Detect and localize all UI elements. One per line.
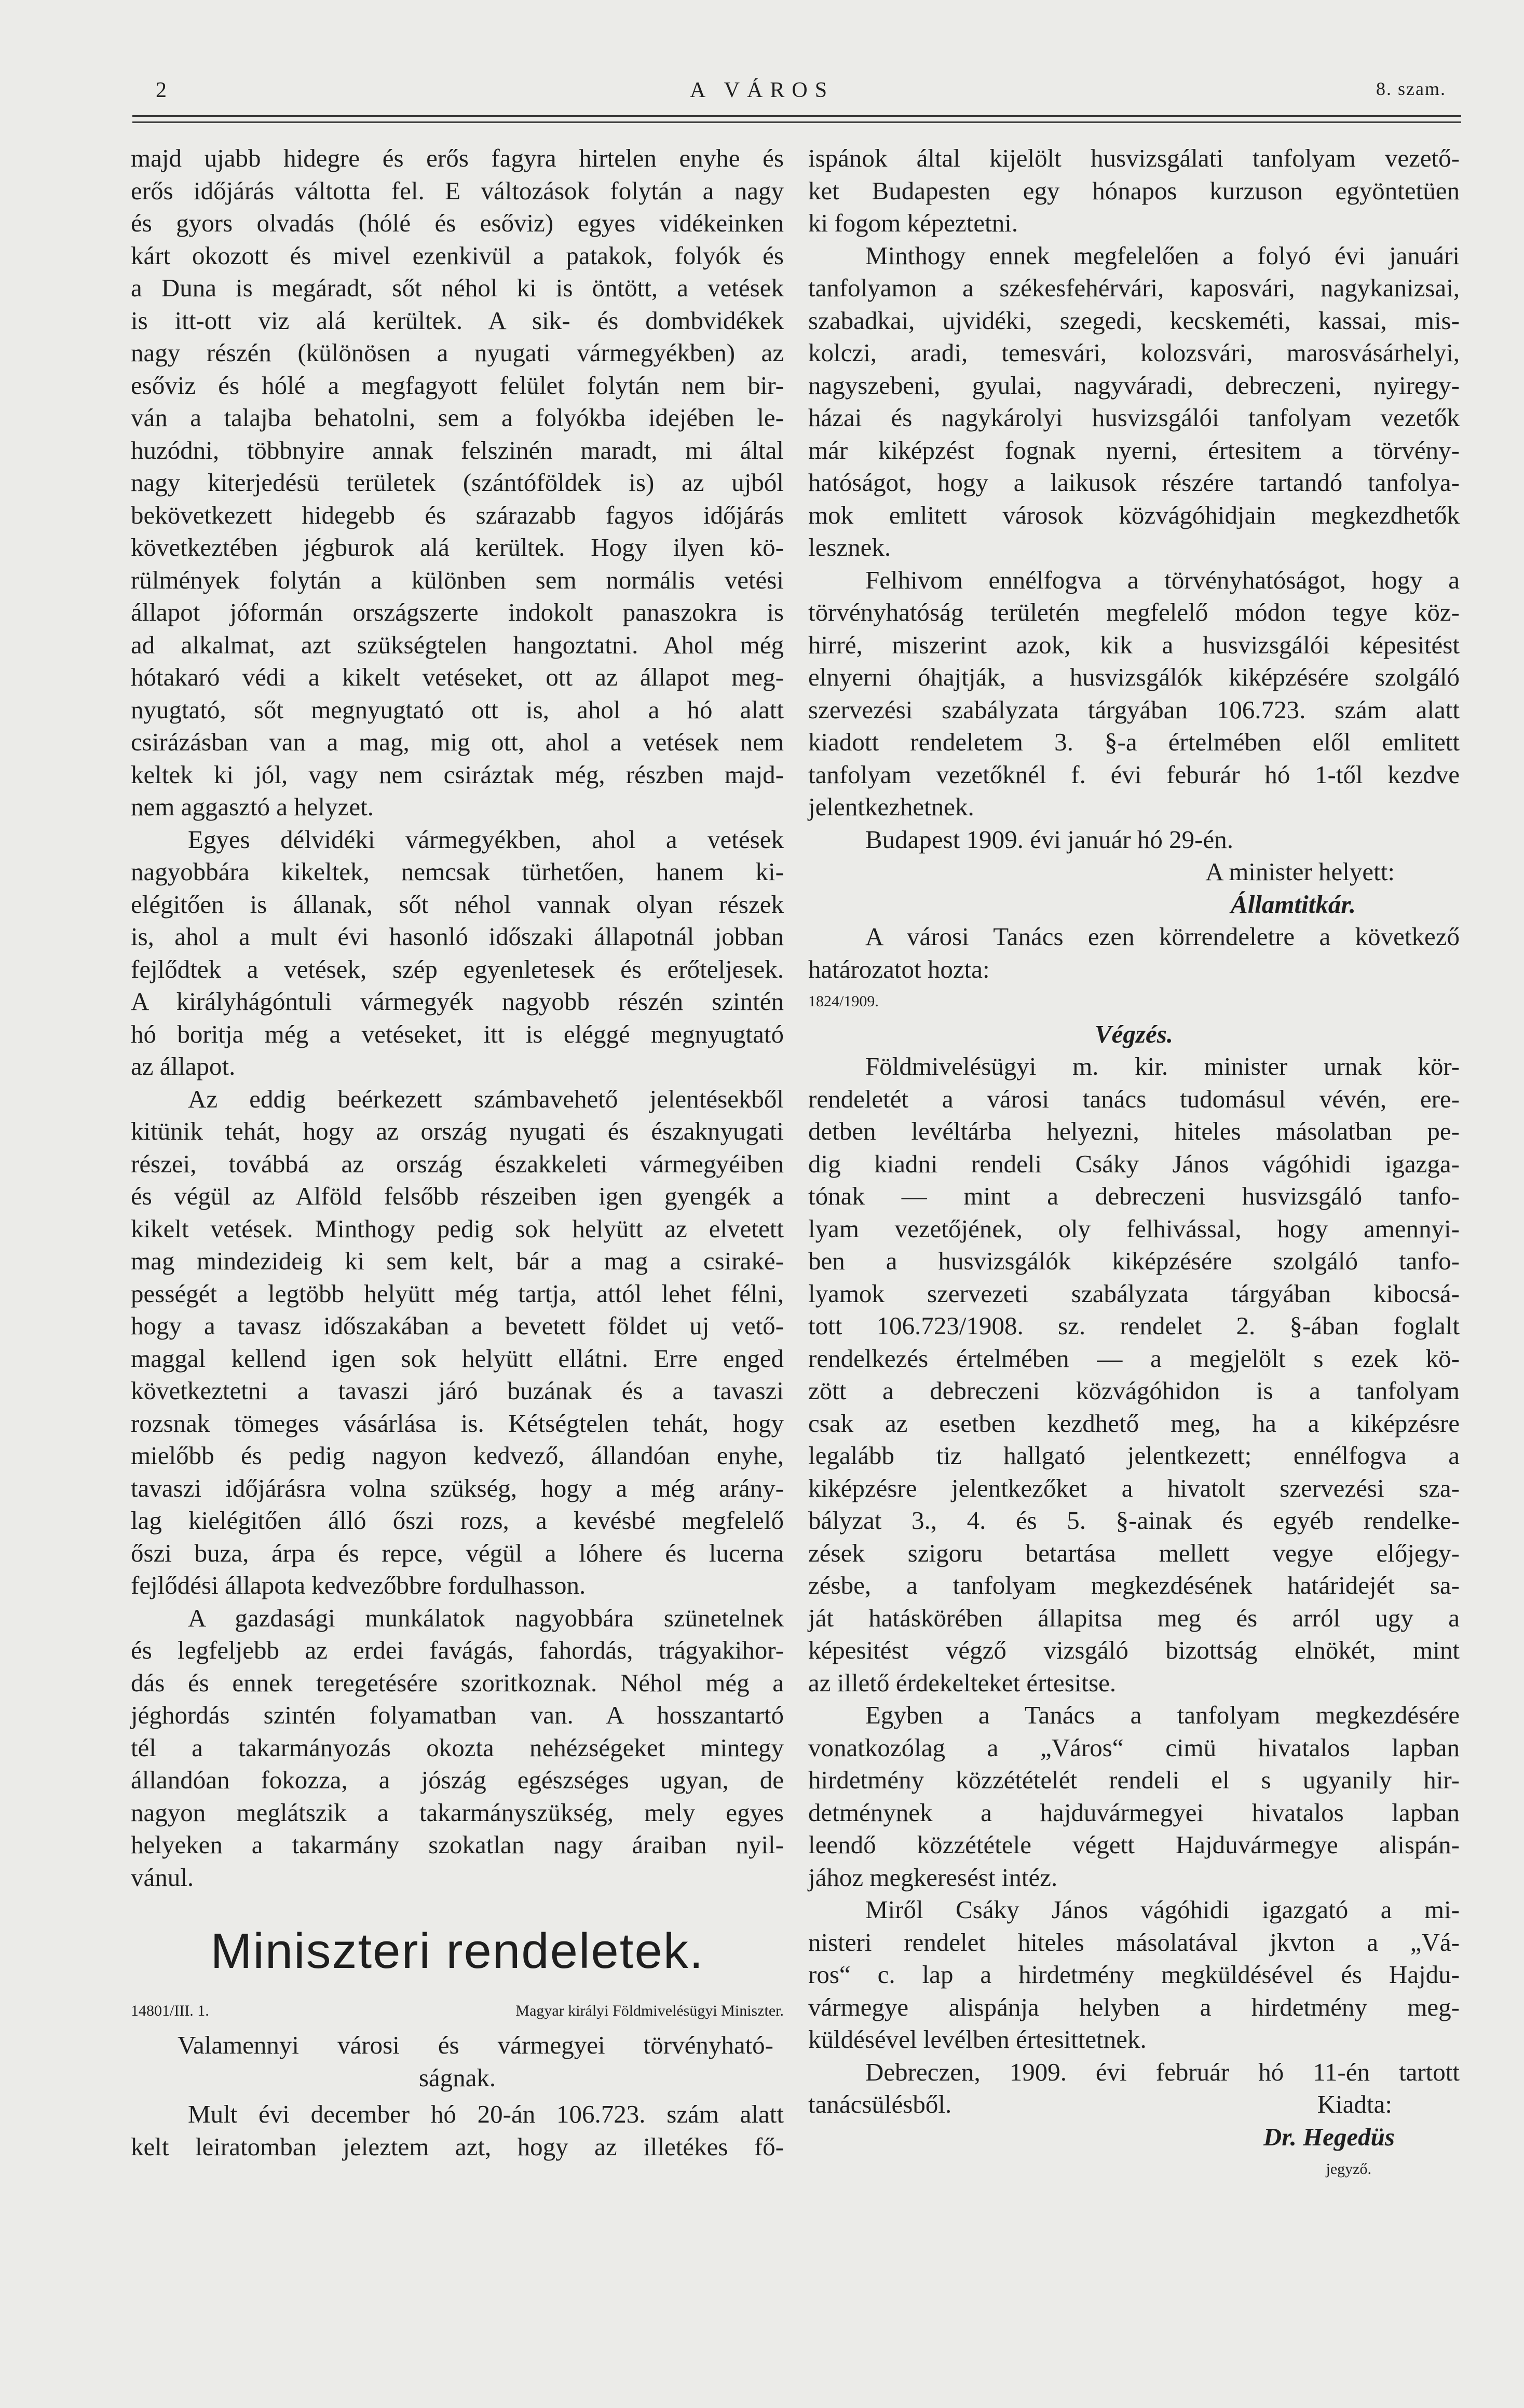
text-line: lesznek. [808,533,891,562]
text-line: képesitést végző vizsgáló bizottság elnökét, mint [808,1636,1460,1664]
text-line: Egyes délvidéki vármegyékben, ahol a vetések [188,825,784,854]
text-line: kiképzésre jelentkezőket a hivatolt szervezési sza- [808,1473,1460,1502]
text-line: elnyerni óhajtják, a husvizsgálók kiképzésére szolgáló [808,663,1460,691]
text-line: és gyors olvadás (hólé és esőviz) egyes vidékeinken [131,209,784,237]
text-line: következtetni a tavaszi járó buzának és a tavaszi [131,1376,784,1405]
text-line: nagy kiterjedésü területek (szántóföldek is) az ujból [131,468,784,497]
text-line: dig kiadni rendeli Csáky János vágóhidi igazga- [808,1149,1460,1178]
text-line: tott 106.723/1908. sz. rendelet 2. §-ában foglalt [808,1311,1460,1340]
text-line: nagy részén (különösen a nyugati vármegyékben) az [131,338,784,367]
text-line: jelentkezhetnek. [808,792,974,821]
text-line: kárt okozott és mivel ezenkivül a patakok, folyók és [131,241,784,270]
text-line: tónak — mint a debreczeni husvizsgáló tanfo- [808,1182,1460,1210]
body-line: Mult évi december hó 20-án 106.723. szám alatt [188,2100,784,2128]
text-line: legalább tiz hallgató jelentkezett; ennélfogva a [808,1441,1460,1470]
text-line: jához megkeresést intéz. [808,1863,1058,1892]
text-line: ben a husvizsgálók kiképzésére szolgáló tanfo- [808,1247,1460,1275]
signature-title: Államtitkár. [1231,890,1356,919]
ministerial-section [131,1920,784,2163]
text-line: helyeken a takarmány szokatlan nagy áraiban nyil- [131,1830,784,1859]
text-line: vonatkozólag a „Város“ cimü hivatalos lapban [808,1733,1460,1762]
text-line: majd ujabb hidegre és erős fagyra hirtelen enyhe és [131,144,784,172]
text-line: lyamok szervezeti szabályzata tárgyában kibocsá- [808,1279,1460,1308]
text-line: ispánok által kijelölt husvizsgálati tanfolyam vezető- [808,144,1460,172]
text-line: tanfolyam vezetőknél f. évi feburár hó 1-től kezdve [808,760,1460,789]
text-line: már kiképzést fognak nyerni, értesitem a törvény- [808,435,1460,464]
text-line: ját hatáskörében állapitsa meg és arról ugy a [808,1603,1460,1632]
text-line: szervezési szabályzata tárgyában 106.723. szám alatt [808,695,1460,724]
text-line: kitünik tehát, hogy az ország nyugati és északnyugati [131,1117,784,1145]
text-line: az illető érdekelteket értesitse. [808,1668,1117,1697]
text-line: a Duna is megáradt, sőt néhol ki is öntött, a vetések [131,273,784,302]
page-number: 2 [156,78,168,102]
text-line [808,2088,1460,2121]
text-line: mielőbb és pedig nagyon kedvező, állandóan enyhe, [131,1441,784,1470]
text-line: az állapot. [131,1052,236,1080]
decree-reference [131,1982,784,2029]
text-line: is itt-ott viz alá kerültek. A sik- és dombvidékek [131,306,784,335]
text-line: leendő közzététele végett Hajduvármegye alispán- [808,1830,1460,1859]
text-line: ki fogom képeztetni. [808,209,1018,237]
text-line: házai és nagykárolyi husvizsgálói tanfolyam vezetők [808,403,1460,432]
text-line: fejlődtek a vetések, szép egyenletesek és erőteljesek. [131,954,784,983]
text-line: dás és ennek teregetésére szoritkoznak. Néhol még a [131,1668,784,1697]
text-line: Minthogy ennek megfelelően a folyó évi januári [865,241,1460,270]
text-line: Debreczen, 1909. évi február hó 11-én tartott [865,2057,1460,2086]
text-line: ad alkalmat, azt szükségtelen hangoztatni. Ahol még [131,630,784,659]
text-line: bekövetkezett hidegebb és szárazabb fagyos időjárás [131,500,784,529]
left-column [131,142,784,1894]
text-line: detben levéltárba helyezni, hiteles másolatban pe- [808,1117,1460,1145]
text-line: csirázásban van a mag, mig ott, ahol a vetések nem [131,728,784,756]
text-line: zött a debreczeni közvágóhidon is a tanfolyam [808,1376,1460,1405]
reference-number: 14801/III. 1. [131,2002,209,2019]
text-line: esőviz és hólé a megfagyott felület folytán nem bir- [131,371,784,400]
text-line: nem aggasztó a helyzet. [131,792,374,821]
text-line: zésbe, a tanfolyam megkezdésének határidejét sa- [808,1571,1460,1599]
text-line: hótakaró védi a kikelt vetéseket, ott az állapot meg- [131,663,784,691]
text-line: keltek ki jól, vagy nem csiráztak még, részben majd- [131,760,784,789]
decision-title: Végzés. [1094,1019,1174,1048]
text-line: lyam vezetőjének, oly felhivással, hogy amennyi- [808,1214,1460,1243]
text-line: Miről Csáky János vágóhidi igazgató a mi- [865,1895,1460,1924]
text-line: szabadkai, ujvidéki, szegedi, kecskeméti, kassai, mis- [808,306,1460,335]
text-line: maggal kellend igen sok helyütt ellátni. Erre enged [131,1344,784,1373]
text-line: rendelkezés értelmében — a megjelölt s ezek kö- [808,1344,1460,1373]
header-rule [132,115,1461,123]
text-line: pességét a legtöbb helyütt még tartja, attól lehet félni, [131,1279,784,1308]
text-line: rülmények folytán a különben sem normális vetési [131,565,784,594]
text-line: őszi buza, árpa és repce, végül a lóhere és lucerna [131,1538,784,1567]
text-line: részei, továbbá az ország északkeleti vármegyéiben [131,1149,784,1178]
right-column [808,142,1460,2186]
text-line: bályzat 3., 4. és 5. §-ainak és egyéb rendelke- [808,1506,1460,1535]
text-line: következtében jégburok alá kerültek. Hogy ilyen kö- [131,533,784,562]
text-line: küldésével levélben értesittetnek. [808,2025,1147,2054]
text-line: ket Budapesten egy hónapos kurzuson egyöntetüen [808,176,1460,205]
text-line: vánul. [131,1863,194,1892]
text-line: tanácsülésből. [808,2090,952,2118]
section-heading: Miniszteri rendeletek. [210,1923,704,1979]
text-line: határozatot hozta: [808,954,990,983]
text-line: A királyhágóntuli vármegyék nagyobb részén szintén [131,987,784,1016]
text-line: Az eddig beérkezett számbavehető jelentésekből [188,1084,784,1113]
body-line: kelt leiratomban jeleztem azt, hogy az illetékes fő- [131,2132,784,2161]
addressee-line: ságnak. [418,2063,496,2092]
text-line: elégitően is állanak, sőt néhol vannak olyan részek [131,890,784,919]
text-line: zések szigoru betartása mellett vegye előjegy- [808,1538,1460,1567]
text-line: nagyobbára kikeltek, nemcsak türhetően, hanem ki- [131,857,784,886]
text-line: tanfolyamon a székesfehérvári, kaposvári, nagykanizsai, [808,273,1460,302]
text-line: is, ahol a mult évi hasonló időszaki állapotnál jobban [131,922,784,951]
addressee-line: Valamennyi városi és vármegyei törvényható- [178,2031,773,2059]
signer-title: jegyző. [1326,2160,1371,2178]
text-line: A gazdasági munkálatok nagyobbára szünetelnek [188,1603,784,1632]
text-line: jéghordás szintén folyamatban van. A hosszantartó [131,1701,784,1729]
text-line: A minister helyett: [1205,857,1395,886]
text-line: lag kielégitően álló őszi rozs, a kevésbé megfelelő [131,1506,784,1535]
text-line: vármegye alispánja helyben a hirdetmény meg- [808,1992,1460,2021]
text-line: kikelt vetések. Minthogy pedig sok helyütt az elvetett [131,1214,784,1243]
text-line: ros“ c. lap a hirdetmény megküldésével és Hajdu- [808,1960,1460,1989]
text-line: állandóan fokozza, a jószág egészséges ugyan, de [131,1766,784,1794]
text-line: nyugtató, sőt megnyugtató ott is, ahol a hó alatt [131,695,784,724]
text-line: nagyon meglátszik a takarmányszükség, mely egyes [131,1798,784,1827]
text-line: Földmivelésügyi m. kir. minister urnak kör- [865,1052,1460,1080]
text-line: tél a takarmányozás okozta nehézségeket mintegy [131,1733,784,1762]
text-line: kiadott rendeletem 3. §-a értelmében elől emlitett [808,728,1460,756]
issued-by-label: Kiadta: [1317,2090,1392,2118]
text-line: ván a talajba behatolni, sem a folyókba idejében le- [131,403,784,432]
text-line: és legfeljebb az erdei favágás, fahordás, trágyakihor- [131,1636,784,1664]
text-line: A városi Tanács ezen körrendeletre a következő [865,922,1460,951]
newspaper-title: A VÁROS [689,78,835,102]
text-line: állapot jóformán országszerte indokolt panaszokra is [131,598,784,626]
text-line: hogy a tavasz időszakában a bevetett földet uj vető- [131,1311,784,1340]
text-line: kolczi, aradi, temesvári, kolozsvári, marosvásárhelyi, [808,338,1460,367]
text-line: hirdetmény közzétételét rendeli el s ugyanily hir- [808,1766,1460,1794]
text-line: Felhivom ennélfogva a törvényhatóságot, hogy a [865,565,1460,594]
text-line: hatóságot, hogy a laikusok részére tartandó tanfolya- [808,468,1460,497]
text-line: Budapest 1909. évi január hó 29-én. [865,825,1233,854]
text-line: mag mindezideig ki sem kelt, bár a mag a csiraké- [131,1247,784,1275]
text-line: hirré, miszerint azok, kik a husvizsgálói képesitést [808,630,1460,659]
text-line: törvényhatóság területén megfelelő módon tegye köz- [808,598,1460,626]
text-line: Egyben a Tanács a tanfolyam megkezdésére [865,1701,1460,1729]
issue-number: 8. szam. [1376,78,1446,99]
text-line: mok emlitett városok közvágóhidjain megkezdhetők [808,500,1460,529]
text-line: erős időjárás váltotta fel. E változások folytán a nagy [131,176,784,205]
text-line: nisteri rendelet hiteles másolatával jkvton a „Vá- [808,1927,1460,1956]
text-line: fejlődési állapota kedvezőbbre fordulhasson. [131,1571,586,1599]
text-line: rendeletét a városi tanács tudomásul vévén, ere- [808,1084,1460,1113]
text-line: nagyszebeni, gyulai, nagyváradi, debreczeni, nyiregy- [808,371,1460,400]
text-line: rozsnak tömeges vásárlása is. Kétségtelen tehát, hogy [131,1408,784,1438]
document-number: 1824/1909. [808,993,879,1010]
text-line: detménynek a hajduvármegyei hivatalos lapban [808,1798,1460,1827]
text-line: huzódni, többnyire annak felszinén maradt, mi által [131,435,784,464]
text-line: hó boritja még a vetéseket, itt is eléggé megnyugtató [131,1019,784,1048]
signer-name: Dr. Hegedüs [1263,2122,1395,2151]
text-line: tavaszi időjárásra volna szükség, hogy a még arány- [131,1473,784,1502]
reference-authority: Magyar királyi Földmivelésügyi Miniszter. [515,2002,784,2019]
text-line: és végül az Alföld felsőbb részeiben igen gyengék a [131,1182,784,1210]
text-line: csak az esetben kezdhető meg, ha a kiképzésre [808,1408,1460,1438]
